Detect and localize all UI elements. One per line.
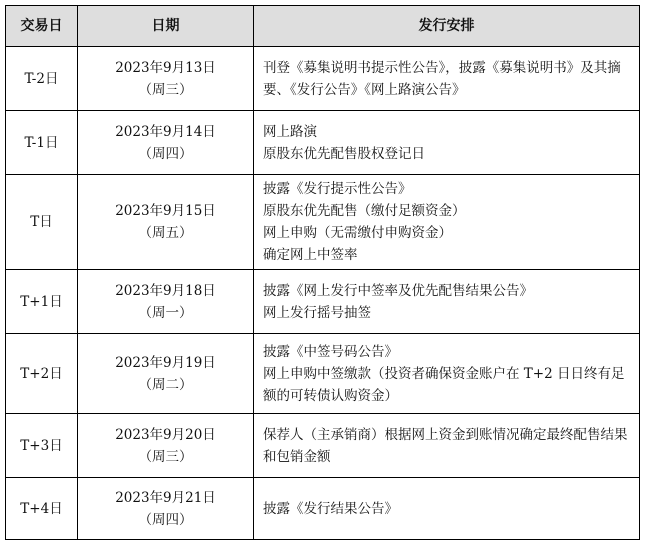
arrangement-line: 确定网上中签率 — [263, 247, 358, 263]
weekday-text: （周三） — [138, 448, 193, 465]
header-trading-day: 交易日 — [6, 6, 78, 47]
arrangement-line: 披露《中签号码公告》 — [263, 343, 398, 360]
date-cell — [78, 478, 254, 540]
table-row — [6, 111, 640, 175]
date-cell — [78, 270, 254, 334]
date-text: 2023年9月15日 — [115, 203, 216, 219]
trading-day-cell: T-1日 — [6, 111, 78, 175]
date-text: 2023年9月20日 — [115, 426, 216, 443]
weekday-text: （周一） — [138, 304, 193, 321]
weekday-text: （周四） — [138, 511, 193, 528]
arrangement-line: 网上发行摇号抽签 — [263, 304, 371, 321]
arrangement-line: 原股东优先配售（缴付足额资金） — [263, 203, 466, 219]
date-cell — [78, 414, 254, 478]
arrangement-line: 网上申购中签缴款（投资者确保资金账户在 T+2 日日终有足额的可转债认购资金） — [263, 365, 625, 404]
arrangement-line: 刊登《募集说明书提示性公告》，披露《募集说明书》及其摘要、《发行公告》《网上路演公告》 — [263, 59, 621, 98]
arrangement-line: 披露《发行结果公告》 — [263, 500, 398, 517]
date-text: 2023年9月13日 — [115, 59, 216, 76]
table-row — [6, 270, 640, 334]
arrangement-cell — [254, 47, 640, 111]
trading-day-cell: T+2日 — [6, 334, 78, 414]
arrangement-line: 披露《发行提示性公告》 — [263, 181, 412, 197]
date-cell — [78, 334, 254, 414]
issuance-schedule-table — [5, 5, 640, 540]
header-row — [6, 6, 640, 47]
arrangement-cell — [254, 111, 640, 175]
trading-day-cell: T日 — [6, 175, 78, 270]
weekday-text: （周三） — [138, 81, 193, 98]
header-arrangement: 发行安排 — [254, 6, 640, 47]
date-text: 2023年9月18日 — [115, 282, 216, 299]
header-date: 日期 — [78, 6, 254, 47]
trading-day-cell: T+3日 — [6, 414, 78, 478]
arrangement-line: 披露《网上发行中签率及优先配售结果公告》 — [263, 282, 533, 299]
arrangement-line: 网上申购（无需缴付申购资金） — [263, 225, 452, 241]
table-row — [6, 47, 640, 111]
weekday-text: （周五） — [138, 225, 193, 241]
arrangement-cell — [254, 414, 640, 478]
arrangement-cell — [254, 334, 640, 414]
date-cell — [78, 47, 254, 111]
trading-day-cell: T-2日 — [6, 47, 78, 111]
arrangement-line: 保荐人（主承销商）根据网上资金到账情况确定最终配售结果和包销金额 — [263, 426, 628, 465]
table-row — [6, 414, 640, 478]
date-cell — [78, 111, 254, 175]
arrangement-cell — [254, 175, 640, 270]
date-cell — [78, 175, 254, 270]
issuance-schedule-table-wrapper — [5, 5, 640, 540]
date-text: 2023年9月14日 — [115, 123, 216, 140]
table-row — [6, 175, 640, 270]
table-row — [6, 478, 640, 540]
weekday-text: （周四） — [138, 145, 193, 162]
arrangement-cell — [254, 270, 640, 334]
arrangement-cell — [254, 478, 640, 540]
arrangement-line: 网上路演 — [263, 123, 317, 140]
trading-day-cell: T+1日 — [6, 270, 78, 334]
date-text: 2023年9月21日 — [115, 489, 216, 506]
date-text: 2023年9月19日 — [115, 354, 216, 371]
weekday-text: （周二） — [138, 376, 193, 393]
table-row — [6, 334, 640, 414]
arrangement-line: 原股东优先配售股权登记日 — [263, 145, 425, 162]
trading-day-cell: T+4日 — [6, 478, 78, 540]
